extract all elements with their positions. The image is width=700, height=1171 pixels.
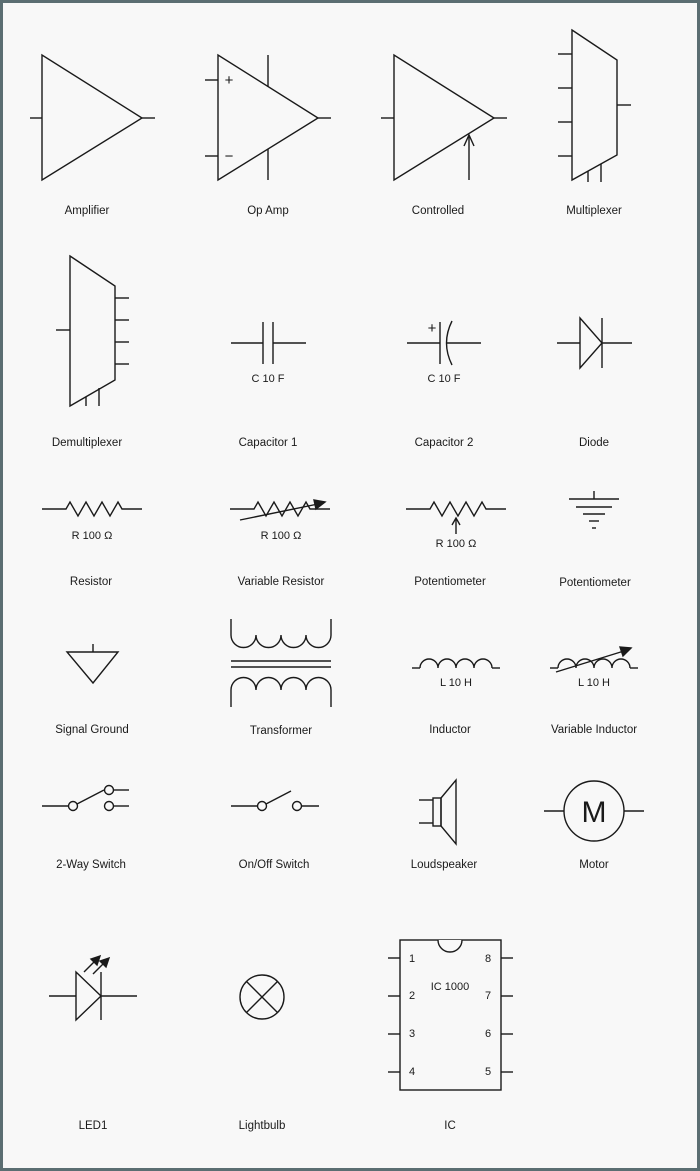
potentiometer-symbol	[406, 502, 506, 534]
resistor-symbol	[42, 502, 142, 516]
capacitor-2-symbol	[407, 321, 481, 365]
resistor-value: R 100 Ω	[71, 530, 113, 542]
capacitor-1-value: C 10 F	[251, 373, 285, 385]
multiplexer-symbol	[558, 30, 631, 182]
variable-resistor-label: Variable Resistor	[237, 576, 325, 588]
amplifier-symbol	[30, 55, 155, 180]
loudspeaker-label: Loudspeaker	[410, 859, 478, 871]
earth-ground-symbol	[569, 491, 619, 528]
resistor-label: Resistor	[69, 576, 113, 588]
two-way-switch-label: 2-Way Switch	[56, 859, 126, 871]
diode-label: Diode	[578, 437, 610, 449]
transformer-symbol	[231, 619, 331, 707]
op-amp-plus-sign: +	[224, 72, 234, 89]
ic-label: IC	[444, 1120, 456, 1132]
controlled-amplifier-symbol	[381, 55, 507, 180]
two-way-switch-symbol	[42, 786, 129, 811]
ic-name: IC 1000	[430, 981, 470, 993]
ic-pin-label: 1	[408, 953, 416, 965]
variable-inductor-label: Variable Inductor	[550, 724, 638, 736]
demultiplexer-label: Demultiplexer	[51, 437, 123, 449]
op-amp-minus-sign: −	[224, 148, 234, 165]
capacitor-2-label: Capacitor 2	[414, 437, 474, 449]
ic-pin-label: 4	[408, 1066, 416, 1078]
signal-ground-label: Signal Ground	[55, 724, 129, 736]
demultiplexer-symbol	[56, 256, 129, 406]
multiplexer-label: Multiplexer	[566, 205, 622, 217]
loudspeaker-symbol	[419, 780, 456, 844]
motor-letter: M	[581, 796, 607, 829]
ic-pin-label: 2	[408, 990, 416, 1002]
variable-inductor-symbol	[550, 647, 638, 672]
symbol-canvas	[3, 3, 697, 1168]
potentiometer-1-label: Potentiometer	[414, 576, 486, 588]
lightbulb-symbol	[240, 975, 284, 1019]
onoff-switch-label: On/Off Switch	[238, 859, 310, 871]
onoff-switch-symbol	[231, 791, 319, 811]
ic-pin-label: 6	[484, 1028, 492, 1040]
ic-pin-label: 3	[408, 1028, 416, 1040]
variable-resistor-symbol	[230, 500, 330, 520]
inductor-value: L 10 H	[439, 677, 473, 689]
inductor-label: Inductor	[429, 724, 471, 736]
capacitor-1-label: Capacitor 1	[238, 437, 298, 449]
signal-ground-symbol	[67, 644, 118, 683]
motor-label: Motor	[579, 859, 609, 871]
capacitor-2-value: C 10 F	[427, 373, 461, 385]
potentiometer-value: R 100 Ω	[435, 538, 477, 550]
amplifier-label: Amplifier	[64, 205, 110, 217]
diode-symbol	[557, 318, 632, 368]
ic-symbol	[388, 940, 513, 1090]
capacitor-1-symbol	[231, 322, 306, 364]
ic-pin-label: 7	[484, 990, 492, 1002]
op-amp-label: Op Amp	[247, 205, 289, 217]
ic-pin-label: 5	[484, 1066, 492, 1078]
potentiometer-2-label: Potentiometer	[559, 577, 631, 589]
led1-label: LED1	[78, 1120, 108, 1132]
variable-inductor-value: L 10 H	[577, 677, 611, 689]
ic-pin-label: 8	[484, 953, 492, 965]
controlled-label: Controlled	[411, 205, 465, 217]
led-symbol	[49, 956, 137, 1020]
capacitor-2-plus-sign: +	[427, 320, 437, 337]
lightbulb-label: Lightbulb	[238, 1120, 286, 1132]
inductor-symbol	[412, 659, 500, 668]
transformer-label: Transformer	[249, 725, 313, 737]
variable-resistor-value: R 100 Ω	[260, 530, 302, 542]
